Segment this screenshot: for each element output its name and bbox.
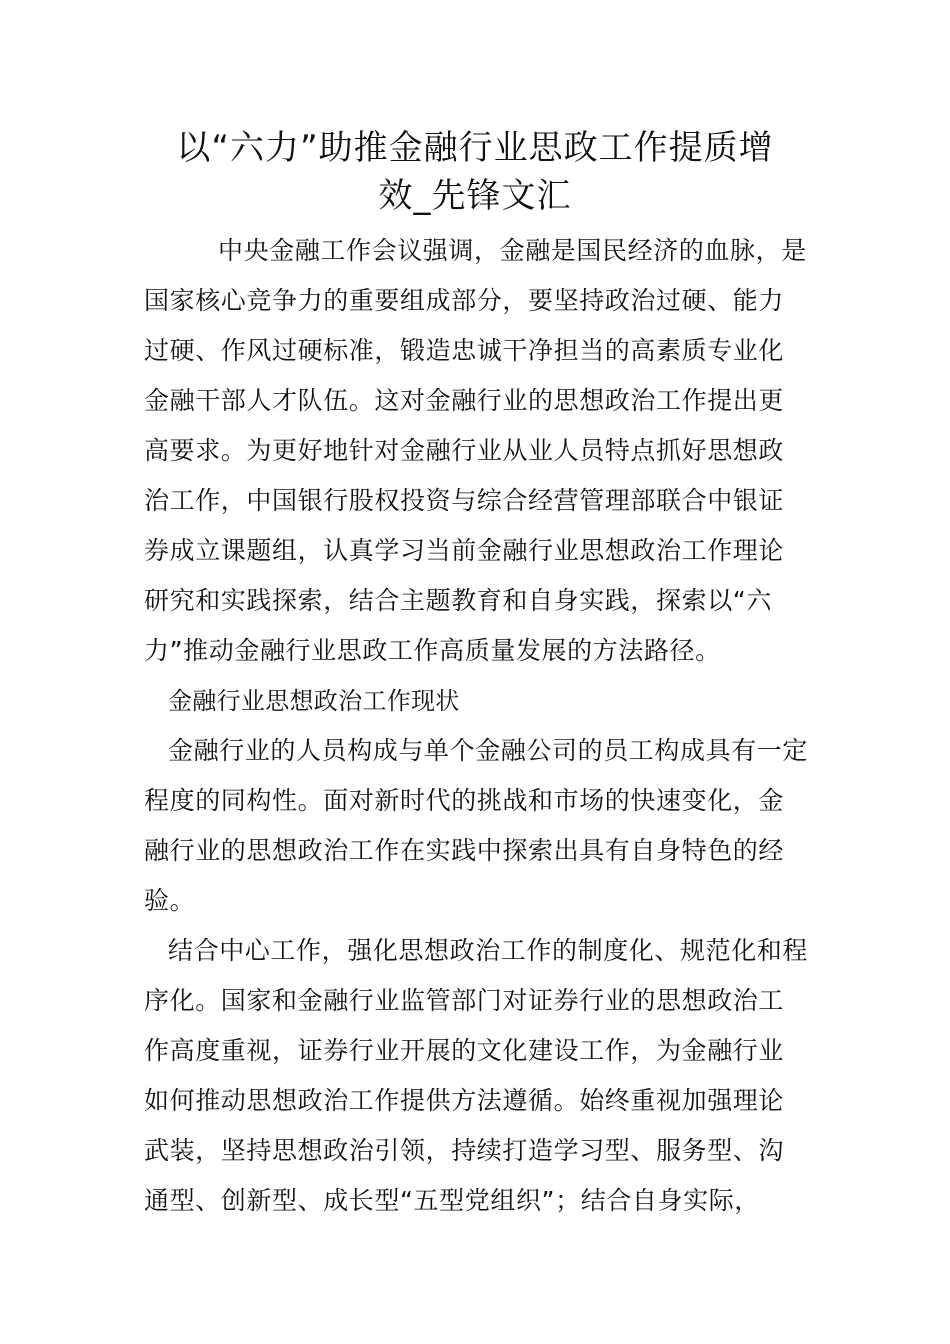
section-heading: 金融行业思想政治工作现状 — [168, 687, 460, 715]
paragraph-2-line-1: 金融行业的人员构成与单个金融公司的员工构成具有一定 — [168, 736, 809, 765]
paragraph-3-line-3: 作高度重视，证券行业开展的文化建设工作，为金融行业 — [144, 1036, 785, 1065]
paragraph-1-line-8: 研究和实践探索，结合主题教育和自身实践，探索以“六 — [144, 586, 772, 615]
paragraph-1-line-3: 过硬、作风过硬标准，锻造忠诚干净担当的高素质专业化 — [144, 336, 785, 365]
paragraph-3-line-4: 如何推动思想政治工作提供方法遵循。始终重视加强理论 — [144, 1086, 785, 1115]
paragraph-2-line-4: 验。 — [144, 886, 196, 915]
document-title — [140, 124, 810, 220]
paragraph-3-line-2: 序化。国家和金融行业监管部门对证券行业的思想政治工 — [144, 986, 785, 1015]
paragraph-1-line-2: 国家核心竞争力的重要组成部分，要坚持政治过硬、能力 — [144, 286, 785, 315]
paragraph-3-line-1: 结合中心工作，强化思想政治工作的制度化、规范化和程 — [168, 936, 809, 965]
paragraph-1-line-9: 力”推动金融行业思政工作高质量发展的方法路径。 — [144, 636, 721, 665]
title-line-1: 以“六力”助推金融行业思政工作提质增 — [176, 128, 774, 168]
paragraph-1-line-6: 治工作，中国银行股权投资与综合经营管理部联合中银证 — [144, 486, 785, 515]
paragraph-3-line-5: 武装，坚持思想政治引领，持续打造学习型、服务型、沟 — [144, 1136, 785, 1165]
paragraph-3-line-6: 通型、创新型、成长型“五型党组织”；结合自身实际， — [144, 1186, 760, 1215]
paragraph-2-line-2: 程度的同构性。面对新时代的挑战和市场的快速变化，金 — [144, 786, 785, 815]
paragraph-1-line-1: 中央金融工作会议强调，金融是国民经济的血脉，是 — [218, 236, 807, 265]
paragraph-1-line-7: 券成立课题组，认真学习当前金融行业思想政治工作理论 — [144, 536, 785, 565]
title-line-2: 效_先锋文汇 — [378, 176, 572, 216]
paragraph-1-line-4: 金融干部人才队伍。这对金融行业的思想政治工作提出更 — [144, 386, 785, 415]
paragraph-1-line-5: 高要求。为更好地针对金融行业从业人员特点抓好思想政 — [144, 436, 785, 465]
paragraph-2-line-3: 融行业的思想政治工作在实践中探索出具有自身特色的经 — [144, 836, 785, 865]
